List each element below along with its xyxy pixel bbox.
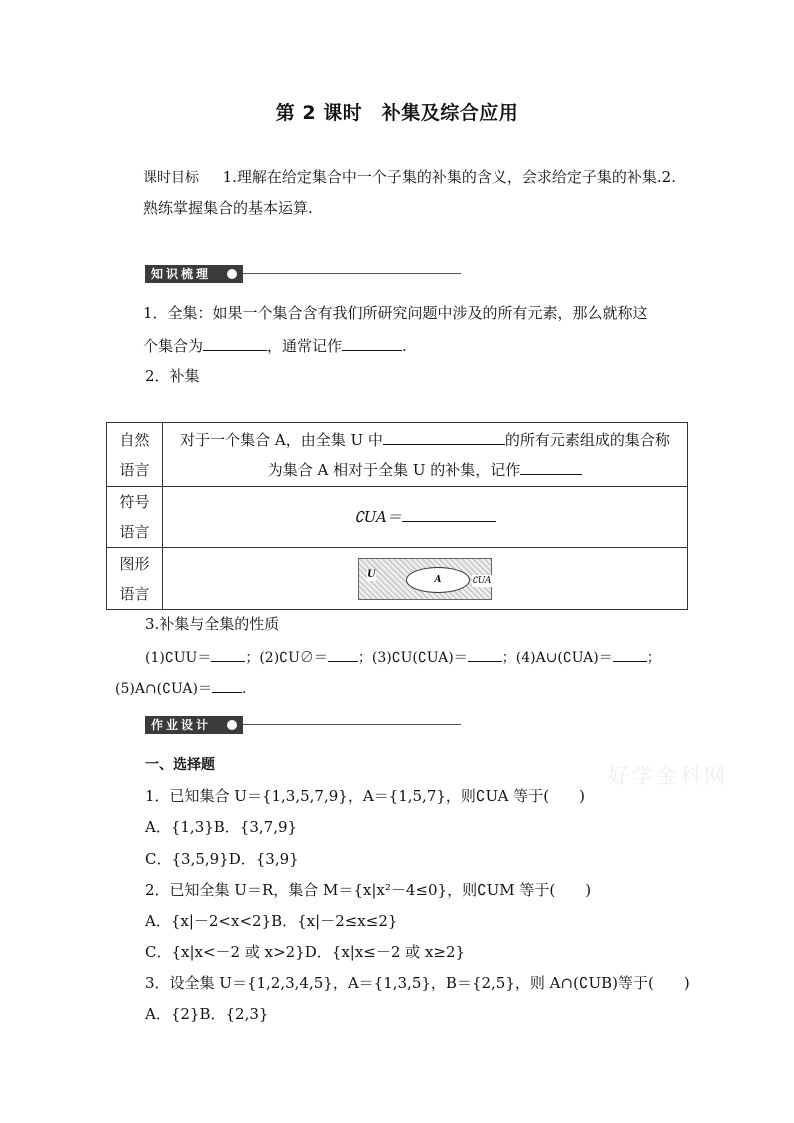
properties-heading: 3.补集与全集的性质 — [145, 615, 280, 633]
fill-blank — [203, 335, 267, 351]
fill-blank — [328, 646, 358, 662]
venn-complement-label: ∁UA — [472, 575, 492, 586]
row-content — [163, 548, 688, 610]
knowledge-item2: 2．补集 — [145, 367, 200, 385]
exercise-heading: 一、选择题 — [145, 757, 215, 773]
question-1-options-cd: C．{3,5,9}D．{3,9} — [145, 850, 299, 868]
section-banner-knowledge — [145, 265, 465, 283]
venn-set-a: A — [406, 567, 470, 593]
fill-blank — [613, 646, 647, 662]
question-3-options-ab: A．{2}B．{2,3} — [145, 1005, 269, 1023]
watermark: 好学金科网 — [608, 764, 728, 788]
fill-blank — [402, 506, 496, 522]
complement-table — [106, 422, 688, 610]
lesson-goal-line1 — [143, 167, 676, 188]
knowledge-item1-line2: 个集合为 ，通常记作 . — [143, 337, 407, 355]
lesson-goal-line2: 熟练掌握集合的基本运算. — [143, 199, 313, 217]
fill-blank — [520, 459, 582, 475]
fill-blank — [468, 646, 502, 662]
properties-line1: (1)∁UU＝ ；(2)∁U∅＝ ；(3)∁U(∁UA)＝ ；(4)A∪(∁UA)＝ ； — [145, 646, 661, 668]
fill-blank — [212, 677, 242, 693]
fill-blank — [211, 646, 245, 662]
question-1-options-ab: A．{1,3}B．{3,7,9} — [145, 818, 298, 836]
section-banner-label: 知识梳理 — [145, 265, 243, 283]
fill-blank — [383, 429, 505, 445]
bullet-dot-icon — [227, 269, 237, 279]
row-header: 图形 语言 — [107, 548, 163, 610]
row-header: 符号 语言 — [107, 487, 163, 548]
question-3: 3．设全集 U＝{1,2,3,4,5}，A＝{1,3,5}，B＝{2,5}，则 A∩(∁UB)等于( ) — [145, 974, 690, 992]
section-banner-label: 作业设计 — [145, 716, 243, 734]
lesson-goal-text1: 1.理解在给定集合中一个子集的补集的含义，会求给定子集的补集.2. — [222, 168, 676, 186]
section-divider — [243, 724, 461, 725]
venn-universe-label: U — [367, 568, 376, 580]
row-content: ∁UA＝ — [163, 487, 688, 548]
question-2-options-ab: A．{x|－2<x<2}B．{x|－2≤x≤2} — [145, 912, 398, 930]
question-1: 1．已知集合 U＝{1,3,5,7,9}，A＝{1,5,7}，则∁UA 等于( ) — [145, 787, 585, 805]
fill-blank — [342, 335, 402, 351]
properties-line2: (5)A∩(∁UA)＝ . — [115, 677, 246, 699]
section-divider — [243, 273, 461, 274]
knowledge-item1-line1: 1．全集：如果一个集合含有我们所研究问题中涉及的所有元素，那么就称这 — [143, 304, 648, 322]
section-banner-homework — [145, 716, 465, 734]
bullet-dot-icon — [227, 720, 237, 730]
table-row — [107, 548, 688, 610]
question-2: 2．已知全集 U＝R，集合 M＝{x|x²－4≤0}，则∁UM 等于( ) — [145, 881, 592, 899]
table-row — [107, 423, 688, 487]
lesson-goal-label: 课时目标 — [143, 170, 199, 186]
question-2-options-cd: C．{x|x<－2 或 x>2}D．{x|x≤－2 或 x≥2} — [145, 943, 466, 961]
row-content: 对于一个集合 A，由全集 U 中 的所有元素组成的集合称 为集合 A 相对于全集 U 的补集，记作 — [163, 423, 688, 487]
venn-diagram — [358, 558, 492, 600]
table-row — [107, 487, 688, 548]
page-title: 第 2 课时 补集及综合应用 — [275, 102, 519, 124]
row-header: 自然 语言 — [107, 423, 163, 487]
